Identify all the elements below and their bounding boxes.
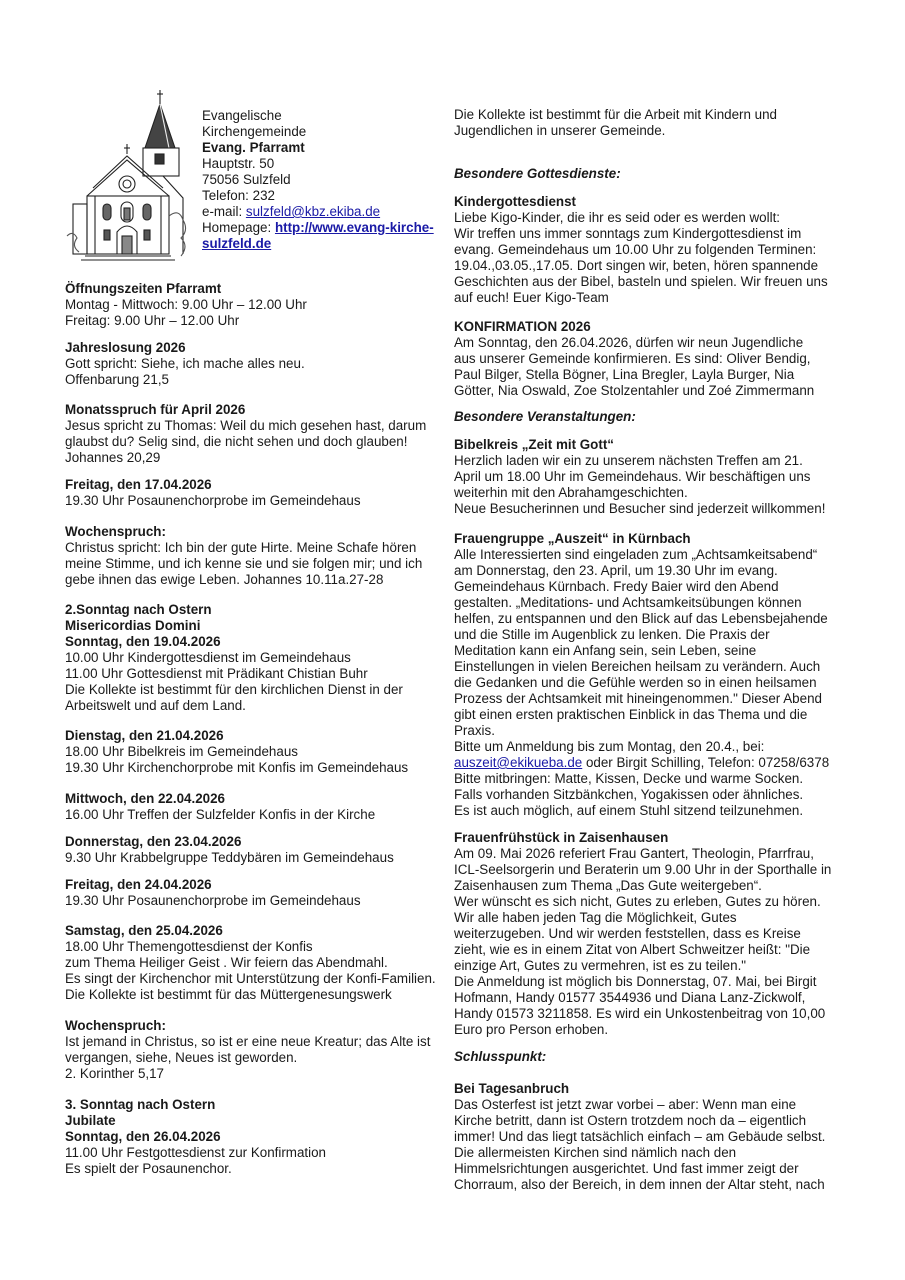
text-line: Götter, Nia Oswald, Zoe Stolzentahler und Zoé Zimmermann — [454, 383, 815, 398]
homepage-link[interactable]: http://www.evang-kirche- — [274, 220, 434, 235]
bibelkreis-section — [454, 437, 849, 517]
text-line: Bitte um Anmeldung bis zum Montag, den 20.4., bei: — [454, 739, 765, 754]
text-line: gebe ihnen das ewige Leben. Johannes 10.11a.27-28 — [65, 572, 384, 587]
section-title: Mittwoch, den 22.04.2026 — [65, 791, 226, 806]
text-line: Chorraum, also der Bereich, in dem innen der Altar steht, nach — [454, 1177, 825, 1192]
section-title: Frauenfrühstück in Zaisenhausen — [454, 830, 669, 845]
text-line: Handy 01573 3211858. Es wird ein Unkostenbeitrag von 10,00 — [454, 1006, 826, 1021]
text-line: meine Stimme, und ich kenne sie und sie folgen mir; und ich — [65, 556, 423, 571]
office-name: Evang. Pfarramt — [202, 140, 305, 155]
section-title: Bibelkreis „Zeit mit Gott“ — [454, 437, 614, 452]
text-line: Einstellungen in vielen Bereichen heilsam zu verändern. Auch — [454, 659, 821, 674]
text-line: Arbeitswelt und auf dem Land. — [65, 698, 246, 713]
text-line: Bitte mitbringen: Matte, Kissen, Decke und warme Socken. — [454, 771, 804, 786]
text-line: 18.00 Uhr Themengottesdienst der Konfis — [65, 939, 313, 954]
frauengruppe-section — [454, 531, 849, 819]
tagesanbruch-section — [454, 1081, 849, 1193]
sunday-19-section — [65, 602, 450, 714]
email-link[interactable]: sulzfeld@kbz.ekiba.de — [245, 204, 381, 219]
friday-17-section — [65, 477, 450, 509]
heading-besondere-gottesdienste: Besondere Gottesdienste: — [454, 166, 621, 181]
parish-name-line2: Kirchengemeinde — [202, 124, 307, 139]
friday-24-section — [65, 877, 450, 909]
street-address: Hauptstr. 50 — [202, 156, 275, 171]
section-title: Freitag, den 17.04.2026 — [65, 477, 212, 492]
phone: Telefon: 232 — [202, 188, 275, 203]
text-line: Das Osterfest ist jetzt zwar vorbei – aber: Wenn man eine — [454, 1097, 797, 1112]
text-line: 19.30 Uhr Kirchenchorprobe mit Konfis im Gemeindehaus — [65, 760, 409, 775]
text-line: und die Stille im Augenblick zu lenken. Die Praxis der — [454, 627, 770, 642]
text-line: Liebe Kigo-Kinder, die ihr es seid oder es werden wollt: — [454, 210, 781, 225]
section-title: KONFIRMATION 2026 — [454, 319, 591, 334]
section-title: Jahreslosung 2026 — [65, 340, 186, 355]
wednesday-22-section — [65, 791, 450, 823]
text-line: Am 09. Mai 2026 referiert Frau Gantert, Theologin, Pfarrfrau, — [454, 846, 814, 861]
text-line: Kirche betritt, dann ist Ostern trotzdem noch da – eigentlich — [454, 1113, 807, 1128]
section-date: Sonntag, den 19.04.2026 — [65, 634, 221, 649]
text-line: Freitag: 9.00 Uhr – 12.00 Uhr — [65, 313, 240, 328]
parish-name-line1: Evangelische — [202, 108, 282, 123]
section-title: Wochenspruch: — [65, 1018, 166, 1033]
konfirmation-section — [454, 319, 849, 399]
text-line: Die Kollekte ist bestimmt für die Arbeit mit Kindern und — [454, 107, 778, 122]
section-title: 3. Sonntag nach Ostern — [65, 1097, 216, 1112]
sunday-26-section — [65, 1097, 450, 1177]
text-line: evang. Gemeindehaus um 10.00 Uhr zu folgenden Terminen: — [454, 242, 817, 257]
text-line: Herzlich laden wir ein zu unserem nächsten Treffen am 21. — [454, 453, 803, 468]
text-line: Gott spricht: Siehe, ich mache alles neu. — [65, 356, 305, 371]
office-hours-section — [65, 281, 450, 329]
kindergottesdienst-section — [454, 194, 849, 306]
text-line: am Donnerstag, den 23. April, um 19.30 Uhr im evang. — [454, 563, 778, 578]
text-line: immer! Und das liegt tatsächlich einfach – am Gebäude selbst. — [454, 1129, 826, 1144]
text-line: Am Sonntag, den 26.04.2026, dürfen wir neun Jugendliche — [454, 335, 804, 350]
text-line: Meditation kann ein Anfang sein, sein Leben, seine — [454, 643, 757, 658]
text-line: weiterzugeben. Und wir werden feststellen, dass es Kreise — [454, 926, 801, 941]
section-subtitle: Misericordias Domini — [65, 618, 201, 633]
tuesday-21-section — [65, 728, 450, 776]
text-line: Die allermeisten Kirchen sind nämlich nach den — [454, 1145, 737, 1160]
fruehstueck-section — [454, 830, 849, 1038]
section-title: Wochenspruch: — [65, 524, 166, 539]
text-line: helfen, zu entspannen und den Blick auf das Lebensbejahende — [454, 611, 828, 626]
text-line: Ist jemand in Christus, so ist er eine neue Kreatur; das Alte ist — [65, 1034, 431, 1049]
contact-text: oder Birgit Schilling, Telefon: 07258/6378 — [582, 755, 830, 770]
text-line: zum Thema Heiliger Geist . Wir feiern das Abendmahl. — [65, 955, 388, 970]
text-line: 11.00 Uhr Festgottesdienst zur Konfirmation — [65, 1145, 326, 1160]
text-line: 16.00 Uhr Treffen der Sulzfelder Konfis in der Kirche — [65, 807, 376, 822]
text-line: Paul Bilger, Stella Bögner, Lina Bregler, Layla Burger, Nia — [454, 367, 795, 382]
wochenspruch-2-section — [65, 1018, 450, 1082]
text-line: die Gedanken und die Gefühle werden so in einen heilsamen — [454, 675, 817, 690]
text-line: Geschichten aus der Bibel, basteln und spielen. Wir freuen uns — [454, 274, 828, 289]
section-title: Samstag, den 25.04.2026 — [65, 923, 223, 938]
text-line: vergangen, siehe, Neues ist geworden. — [65, 1050, 298, 1065]
text-line: 2. Korinther 5,17 — [65, 1066, 165, 1081]
text-line: Himmelsrichtungen ausgerichtet. Und fast immer zeigt der — [454, 1161, 799, 1176]
text-line: zieht, wie es in einem Zitat von Albert Schweitzer heißt: "Die — [454, 942, 811, 957]
section-title: Bei Tagesanbruch — [454, 1081, 570, 1096]
text-line: Offenbarung 21,5 — [65, 372, 169, 387]
text-line: 11.00 Uhr Gottesdienst mit Prädikant Chistian Buhr — [65, 666, 368, 681]
text-line: weiterhin mit den Abrahamgeschichten. — [454, 485, 688, 500]
text-line: 19.30 Uhr Posaunenchorprobe im Gemeindehaus — [65, 893, 361, 908]
homepage-line-2 — [202, 236, 462, 252]
email-label: e-mail: — [202, 204, 246, 219]
text-line: auf euch! Euer Kigo-Team — [454, 290, 609, 305]
text-line: Hofmann, Handy 01577 3544936 und Diana Lanz-Zickwolf, — [454, 990, 806, 1005]
kollekte-section — [454, 107, 849, 139]
text-line: gestalten. „Meditations- und Achtsamkeitsübungen können — [454, 595, 802, 610]
heading-besondere-veranstaltungen: Besondere Veranstaltungen: — [454, 409, 636, 424]
text-line: 18.00 Uhr Bibelkreis im Gemeindehaus — [65, 744, 298, 759]
homepage-line — [202, 220, 462, 236]
text-line: Es ist auch möglich, auf einem Stuhl sitzend teilzunehmen. — [454, 803, 804, 818]
wochenspruch-1-section — [65, 524, 450, 588]
monatsspruch-section — [65, 402, 450, 466]
saturday-25-section — [65, 923, 450, 1003]
section-title: Donnerstag, den 23.04.2026 — [65, 834, 242, 849]
parish-header — [202, 108, 462, 252]
text-line: April um 18.00 Uhr im Gemeindehaus. Wir beschäftigen uns — [454, 469, 811, 484]
thursday-23-section — [65, 834, 450, 866]
city: 75056 Sulzfeld — [202, 172, 291, 187]
text-line: Christus spricht: Ich bin der gute Hirte. Meine Schafe hören — [65, 540, 417, 555]
section-date: Sonntag, den 26.04.2026 — [65, 1129, 221, 1144]
section-title: Frauengruppe „Auszeit“ in Kürnbach — [454, 531, 691, 546]
section-title: Öffnungszeiten Pfarramt — [65, 281, 222, 296]
text-line: Wer wünscht es sich nicht, Gutes zu erleben, Gutes zu hören. — [454, 894, 821, 909]
church-drawing-icon — [65, 86, 195, 264]
text-line: 19.30 Uhr Posaunenchorprobe im Gemeindehaus — [65, 493, 361, 508]
text-line: Praxis. — [454, 723, 495, 738]
text-line: Die Anmeldung ist möglich bis Donnerstag, 07. Mai, bei Birgit — [454, 974, 817, 989]
text-line: Die Kollekte ist bestimmt für das Müttergenesungswerk — [65, 987, 392, 1002]
text-line: gibt einen ersten praktischen Einblick in das Thema und die — [454, 707, 808, 722]
section-subtitle: Jubilate — [65, 1113, 116, 1128]
heading-schlusspunkt: Schlusspunkt: — [454, 1049, 547, 1064]
text-line: Gemeindehaus Kürnbach. Fredy Baier wird den Abend — [454, 579, 779, 594]
text-line: aus unserer Gemeinde konfirmieren. Es sind: Oliver Bendig, — [454, 351, 811, 366]
text-line: 9.30 Uhr Krabbelgruppe Teddybären im Gemeindehaus — [65, 850, 394, 865]
section-title: 2.Sonntag nach Ostern — [65, 602, 212, 617]
text-line: Es singt der Kirchenchor mit Unterstützung der Konfi-Familien. — [65, 971, 436, 986]
text-line: Jugendlichen in unserer Gemeinde. — [454, 123, 666, 138]
text-line: Jesus spricht zu Thomas: Weil du mich gesehen hast, darum — [65, 418, 427, 433]
text-line: Wir alle haben jeden Tag die Möglichkeit, Gutes — [454, 910, 737, 925]
section-title: Freitag, den 24.04.2026 — [65, 877, 212, 892]
text-line: Die Kollekte ist bestimmt für den kirchlichen Dienst in der — [65, 682, 403, 697]
text-line: Neue Besucherinnen und Besucher sind jederzeit willkommen! — [454, 501, 826, 516]
text-line: Prozess der Achtsamkeit mit hineingenommen." Dieser Abend — [454, 691, 822, 706]
text-line: Falls vorhanden Sitzbänkchen, Yogakissen oder ähnliches. — [454, 787, 804, 802]
text-line: Wir treffen uns immer sonntags zum Kindergottesdienst im — [454, 226, 802, 241]
jahreslosung-section — [65, 340, 450, 388]
contact-line — [454, 755, 849, 771]
text-line: ICL-Seelsorgerin und Beraterin um 9.00 Uhr in der Sporthalle in — [454, 862, 832, 877]
email-line — [202, 204, 462, 220]
text-line: 19.04.,03.05.,17.05. Dort singen wir, beten, hören spannende — [454, 258, 819, 273]
text-line: 10.00 Uhr Kindergottesdienst im Gemeindehaus — [65, 650, 351, 665]
auszeit-email-link[interactable]: auszeit@ekikueba.de — [454, 755, 583, 770]
section-title: Dienstag, den 21.04.2026 — [65, 728, 224, 743]
text-line: Alle Interessierten sind eingeladen zum „Achtsamkeitsabend“ — [454, 547, 818, 562]
homepage-label: Homepage: — [202, 220, 275, 235]
section-title: Monatsspruch für April 2026 — [65, 402, 246, 417]
text-line: glaubst du? Selig sind, die nicht sehen und doch glauben! — [65, 434, 408, 449]
text-line: einzige Art, Gutes zu vermehren, ist es zu teilen." — [454, 958, 747, 973]
text-line: Montag - Mittwoch: 9.00 Uhr – 12.00 Uhr — [65, 297, 307, 312]
text-line: Es spielt der Posaunenchor. — [65, 1161, 232, 1176]
section-title: Kindergottesdienst — [454, 194, 577, 209]
text-line: Johannes 20,29 — [65, 450, 161, 465]
homepage-link-continued[interactable]: sulzfeld.de — [202, 236, 272, 251]
text-line: Euro pro Person erhoben. — [454, 1022, 609, 1037]
text-line: Zaisenhausen zum Thema „Das Gute weitergeben“. — [454, 878, 762, 893]
